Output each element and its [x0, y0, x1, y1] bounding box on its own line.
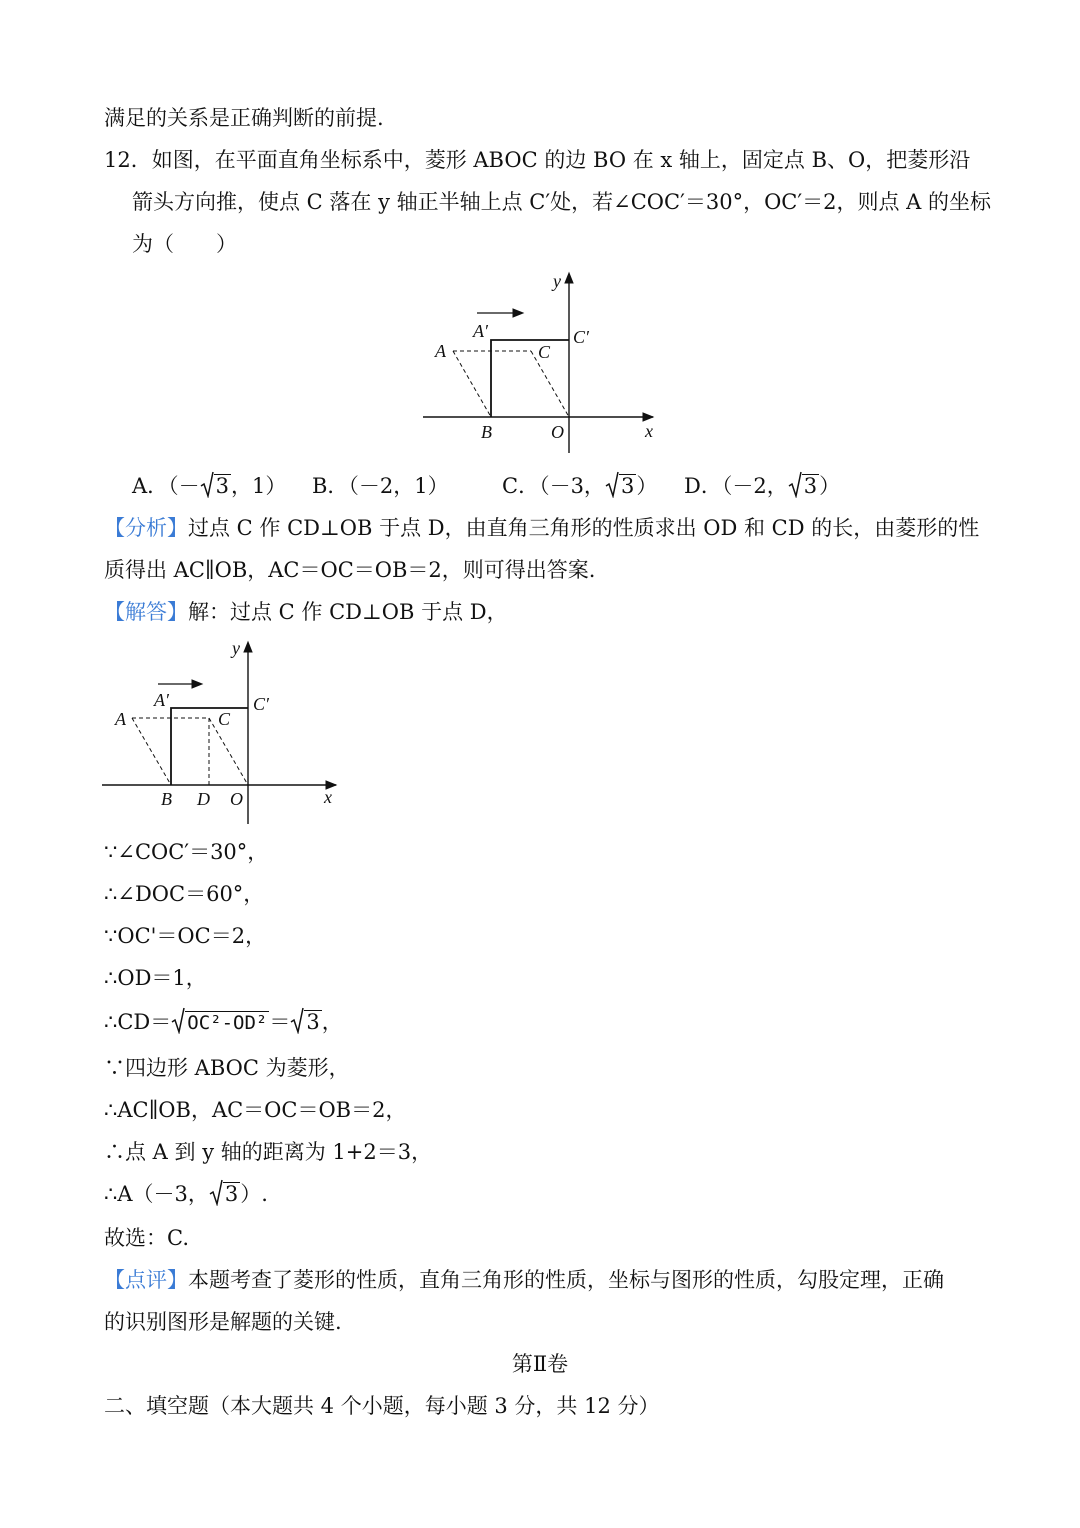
step-5-equals: ＝ — [269, 1010, 291, 1034]
analysis-tag: 【分析】 — [104, 516, 188, 540]
step-9 — [104, 1180, 268, 1208]
fig1-label-x: x — [645, 421, 653, 441]
sqrt-symbol — [171, 1008, 269, 1036]
step-5-prefix: ∴CD＝ — [104, 1010, 172, 1034]
fig1-label-a: A — [435, 341, 446, 361]
question-12-line3: 为（ ） — [132, 232, 237, 256]
option-a-suffix: ，1） — [231, 474, 287, 498]
option-a-prefix: A．（－ — [132, 474, 200, 498]
option-c-prefix: C．（－3， — [502, 474, 605, 498]
comment-line1 — [104, 1266, 944, 1294]
comment-line2: 的识别图形是解题的关键. — [104, 1310, 342, 1334]
step-7: ∴AC∥OB，AC＝OC＝OB＝2， — [104, 1098, 407, 1122]
step-2: ∴∠DOC＝60°， — [104, 882, 265, 906]
fig2-label-b: B — [161, 789, 172, 809]
sqrt-symbol — [788, 472, 819, 500]
step-8: ∴点 A 到 y 轴的距离为 1+2＝3， — [104, 1140, 433, 1164]
step-1: ∵∠COC′＝30°， — [104, 840, 269, 864]
step-9-suffix: ）. — [240, 1182, 268, 1206]
fig2-label-a-prime: A′ — [154, 690, 169, 710]
fig1-label-c-prime: C′ — [573, 327, 589, 347]
solution-line — [104, 598, 508, 626]
option-c[interactable] — [502, 472, 657, 500]
rhombus-figure-2 — [98, 632, 348, 832]
step-5-radicand: OC²-OD² — [187, 1012, 268, 1034]
fig2-label-x: x — [324, 787, 332, 807]
option-d[interactable] — [684, 472, 840, 500]
analysis-line2: 质得出 AC∥OB，AC＝OC＝OB＝2，则可得出答案. — [104, 558, 596, 582]
option-c-radicand: 3 — [620, 474, 635, 498]
step-3: ∵OC'＝OC＝2， — [104, 924, 267, 948]
step-9-radicand: 3 — [224, 1182, 239, 1206]
analysis-text1: 过点 C 作 CD⊥OB 于点 D，由直角三角形的性质求出 OD 和 CD 的长，由菱形的性 — [188, 516, 980, 540]
rhombus-figure-1 — [415, 265, 665, 455]
comment-text1: 本题考查了菱形的性质，直角三角形的性质，坐标与图形的性质，勾股定理，正确 — [188, 1268, 944, 1292]
step-5-radicand-2: 3 — [306, 1010, 320, 1034]
option-d-radicand: 3 — [803, 474, 818, 498]
fig1-label-y: y — [553, 271, 561, 291]
step-5 — [104, 1008, 343, 1036]
step-4: ∴OD＝1， — [104, 966, 207, 990]
option-d-prefix: D．（－2， — [684, 474, 788, 498]
fig2-label-c: C — [218, 709, 231, 729]
option-a[interactable] — [132, 472, 286, 500]
sqrt-symbol — [200, 472, 231, 500]
option-a-radicand: 3 — [215, 474, 230, 498]
fig1-label-a-prime: A′ — [473, 321, 488, 341]
fig2-label-d: D — [197, 789, 210, 809]
fig2-label-c-prime: C′ — [253, 694, 269, 714]
fig2-label-a: A — [115, 709, 126, 729]
question-12-line2: 箭头方向推，使点 C 落在 y 轴正半轴上点 C′处，若∠COC′＝30°，OC′＝2，则点 A 的坐标 — [132, 190, 992, 214]
sqrt-symbol — [209, 1180, 240, 1208]
text-line: 满足的关系是正确判断的前提. — [104, 106, 384, 130]
fig1-label-b: B — [481, 422, 492, 442]
step-6: ∵四边形 ABOC 为菱形， — [104, 1056, 350, 1080]
step-9-prefix: ∴A（－3， — [104, 1182, 209, 1206]
sqrt-symbol — [290, 1008, 321, 1036]
analysis-line1 — [104, 514, 979, 542]
fig1-label-c: C — [538, 342, 551, 362]
fig2-label-o: O — [230, 789, 243, 809]
fig2-label-y: y — [232, 638, 240, 658]
sqrt-symbol — [605, 472, 636, 500]
section-title: 第Ⅱ卷 — [511, 1352, 569, 1376]
question-12-line1: 12．如图，在平面直角坐标系中，菱形 ABOC 的边 BO 在 x 轴上，固定点 B、O，把菱形沿 — [104, 148, 971, 172]
solution-text: 解：过点 C 作 CD⊥OB 于点 D， — [188, 600, 508, 624]
solution-tag: 【解答】 — [104, 600, 188, 624]
option-c-suffix: ） — [636, 474, 658, 498]
section-heading: 二、填空题（本大题共 4 个小题，每小题 3 分，共 12 分） — [104, 1394, 660, 1418]
step-5-suffix: ， — [321, 1010, 343, 1034]
option-b[interactable]: B．（－2，1） — [312, 474, 449, 498]
answer-choice: 故选：C. — [104, 1226, 189, 1250]
fig1-label-o: O — [551, 422, 564, 442]
comment-tag: 【点评】 — [104, 1268, 188, 1292]
option-d-suffix: ） — [819, 474, 841, 498]
